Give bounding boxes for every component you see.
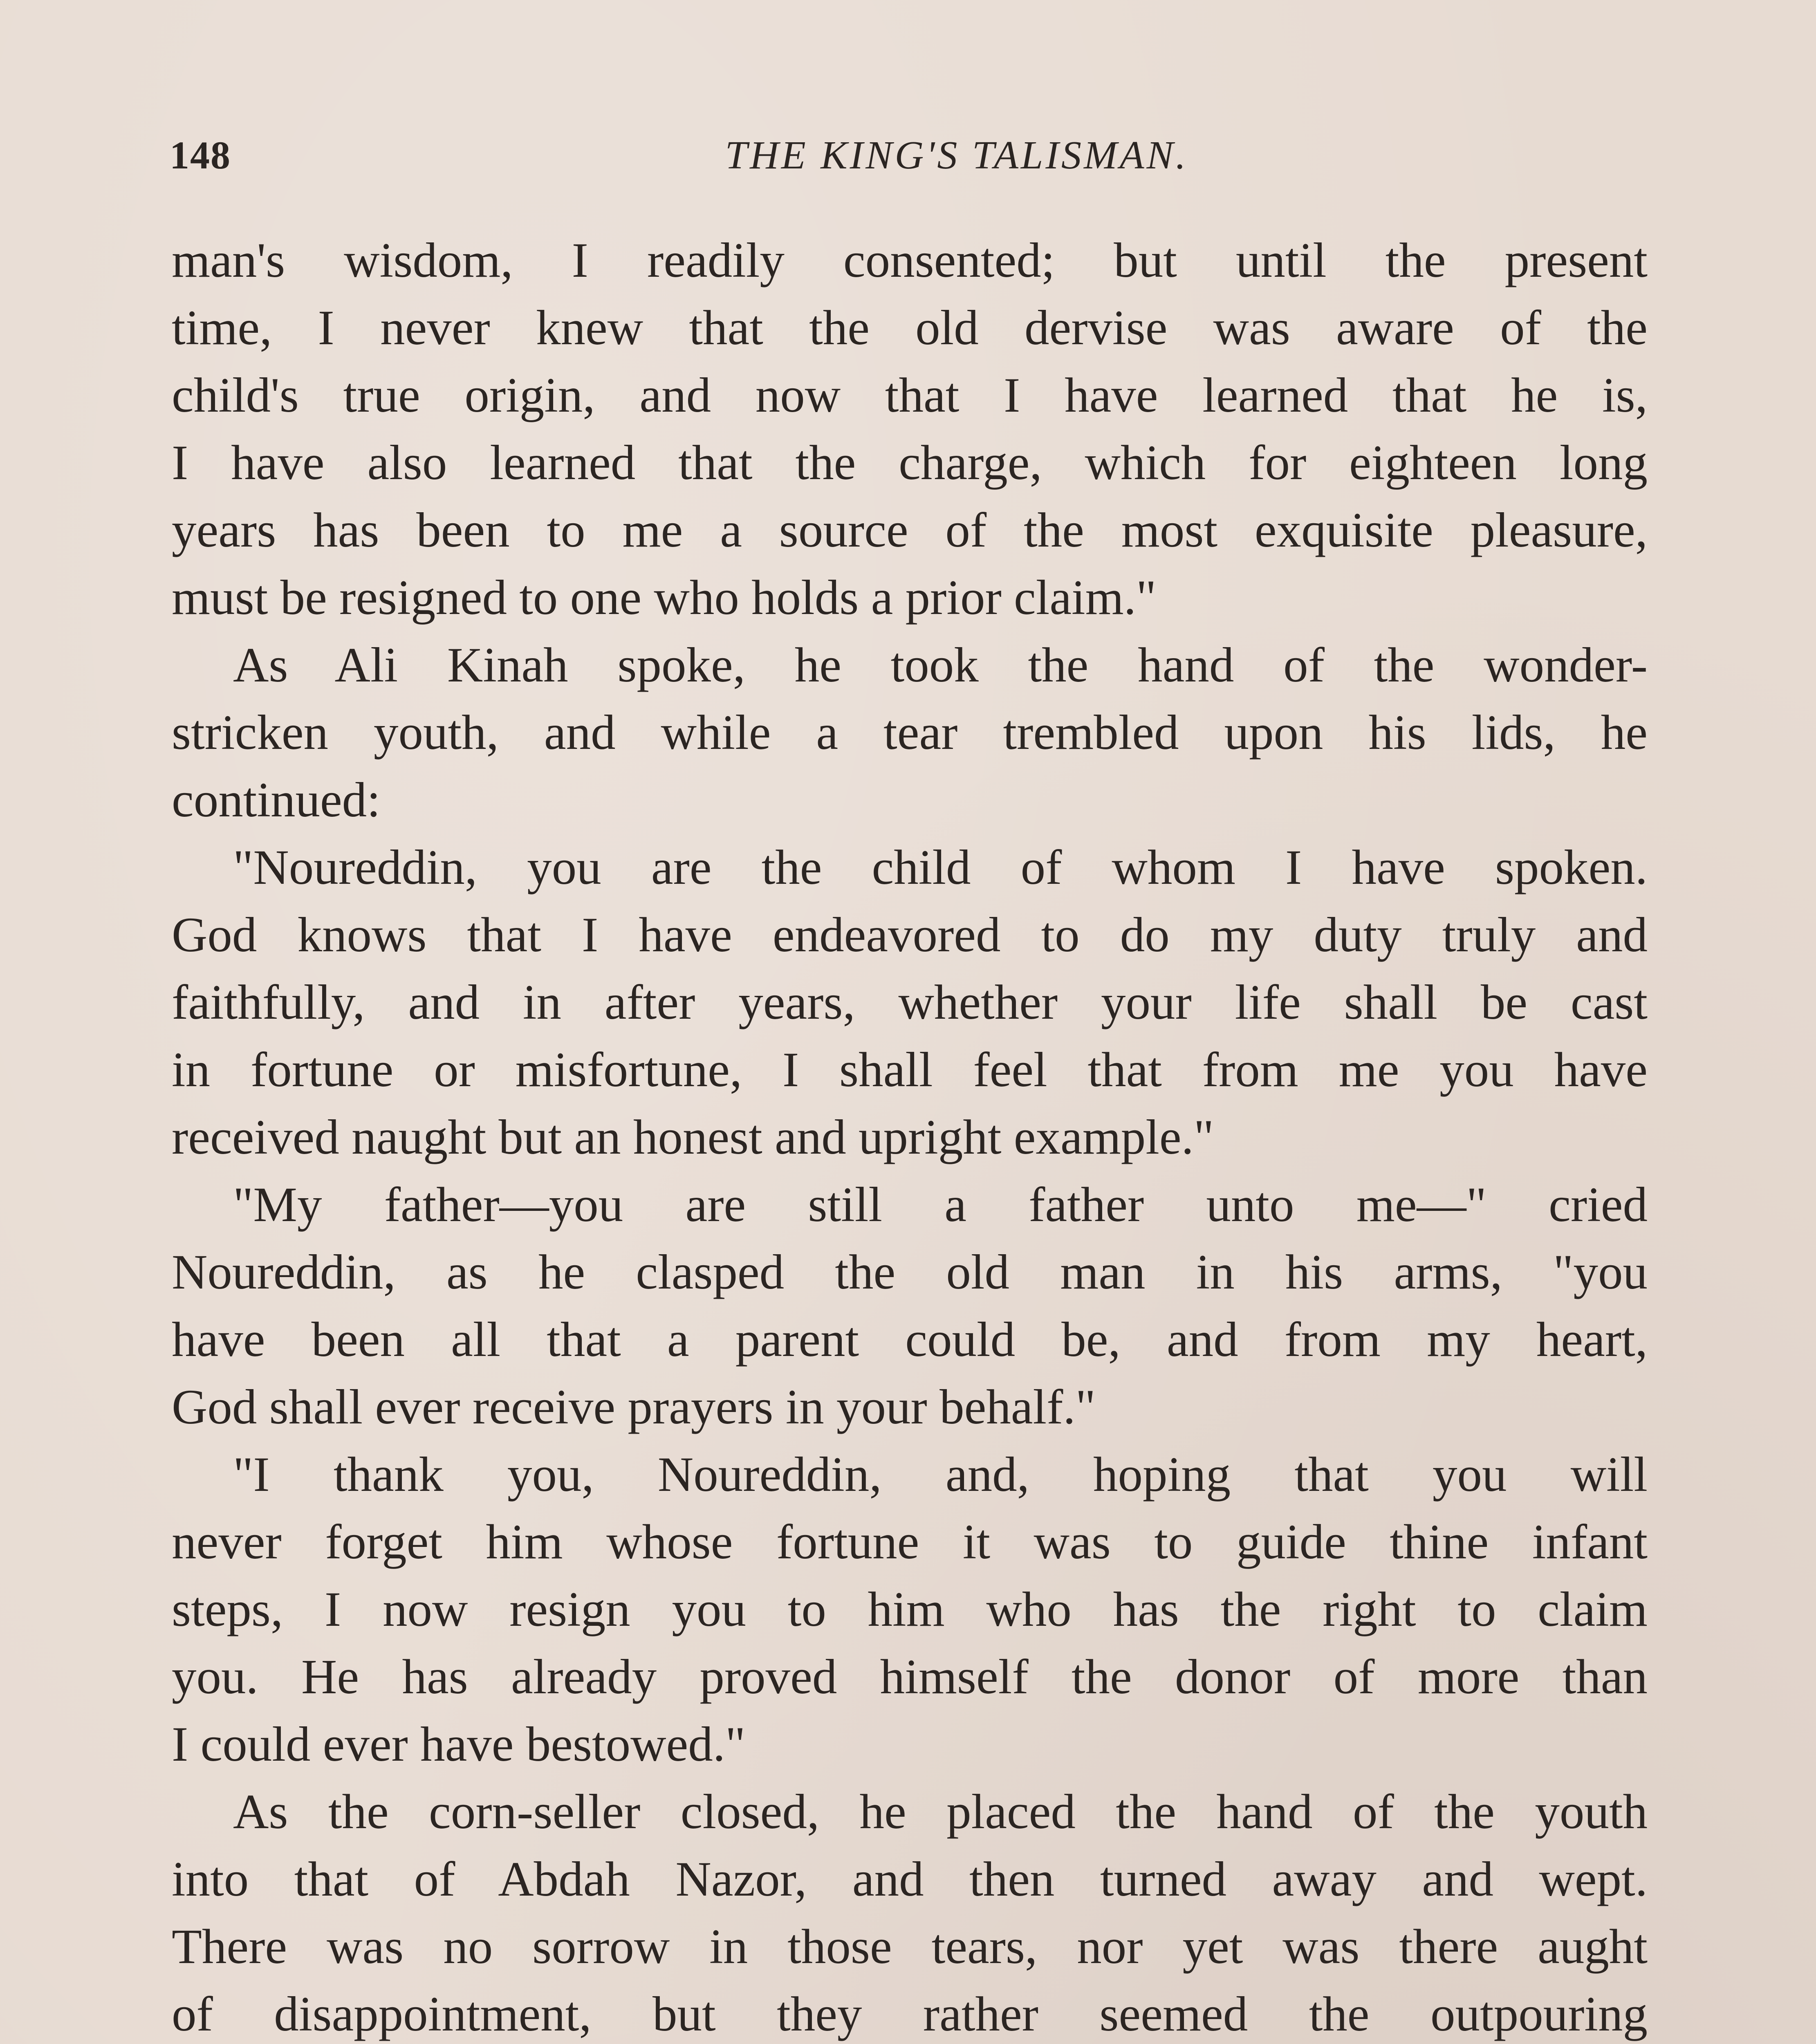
text-line: "My father—you are still a father unto me—" cried xyxy=(233,1177,1648,1232)
text-line: God shall ever receive prayers in your behalf." xyxy=(172,1380,1096,1434)
text-line: "Noureddin, you are the child of whom I have spoken. xyxy=(233,840,1648,895)
page-number: 148 xyxy=(170,133,231,177)
text-line: man's wisdom, I readily consented; but until the present xyxy=(172,233,1648,288)
text-line: continued: xyxy=(172,773,381,827)
page-header xyxy=(170,123,1646,188)
text-line: Noureddin, as he clasped the old man in his arms, "you xyxy=(172,1245,1648,1300)
text-line: God knows that I have endeavored to do my duty truly and xyxy=(172,908,1648,962)
text-line: received naught but an honest and upright example." xyxy=(172,1110,1214,1165)
text-line: never forget him whose fortune it was to guide thine infant xyxy=(172,1515,1648,1569)
text-line: There was no sorrow in those tears, nor yet was there aught xyxy=(172,1919,1648,1974)
text-line: in fortune or misfortune, I shall feel that from me you have xyxy=(172,1042,1648,1097)
text-line: faithfully, and in after years, whether your life shall be cast xyxy=(172,975,1648,1030)
text-line: of disappointment, but they rather seemed the outpouring xyxy=(172,1987,1648,2042)
text-line: As Ali Kinah spoke, he took the hand of the wonder- xyxy=(233,638,1648,693)
text-line: stricken youth, and while a tear trembled upon his lids, he xyxy=(172,705,1648,760)
text-line: into that of Abdah Nazor, and then turned away and wept. xyxy=(172,1852,1648,1907)
text-line: child's true origin, and now that I have learned that he is, xyxy=(172,368,1648,423)
text-line: I could ever have bestowed." xyxy=(172,1717,746,1772)
running-head: THE KING'S TALISMAN. xyxy=(725,133,1188,177)
text-line: As the corn-seller closed, he placed the hand of the youth xyxy=(233,1784,1648,1839)
text-line: I have also learned that the charge, which for eighteen long xyxy=(172,435,1648,490)
text-line: steps, I now resign you to him who has the right to claim xyxy=(172,1582,1648,1637)
body-text xyxy=(172,227,1648,2044)
text-line: you. He has already proved himself the donor of more than xyxy=(172,1650,1648,1704)
text-line: "I thank you, Noureddin, and, hoping that you will xyxy=(233,1447,1648,1502)
text-line: years has been to me a source of the most exquisite pleasure, xyxy=(172,503,1648,558)
text-line: have been all that a parent could be, and from my heart, xyxy=(172,1312,1648,1367)
text-line: must be resigned to one who holds a prior claim." xyxy=(172,570,1157,625)
text-line: time, I never knew that the old dervise was aware of the xyxy=(172,300,1648,355)
